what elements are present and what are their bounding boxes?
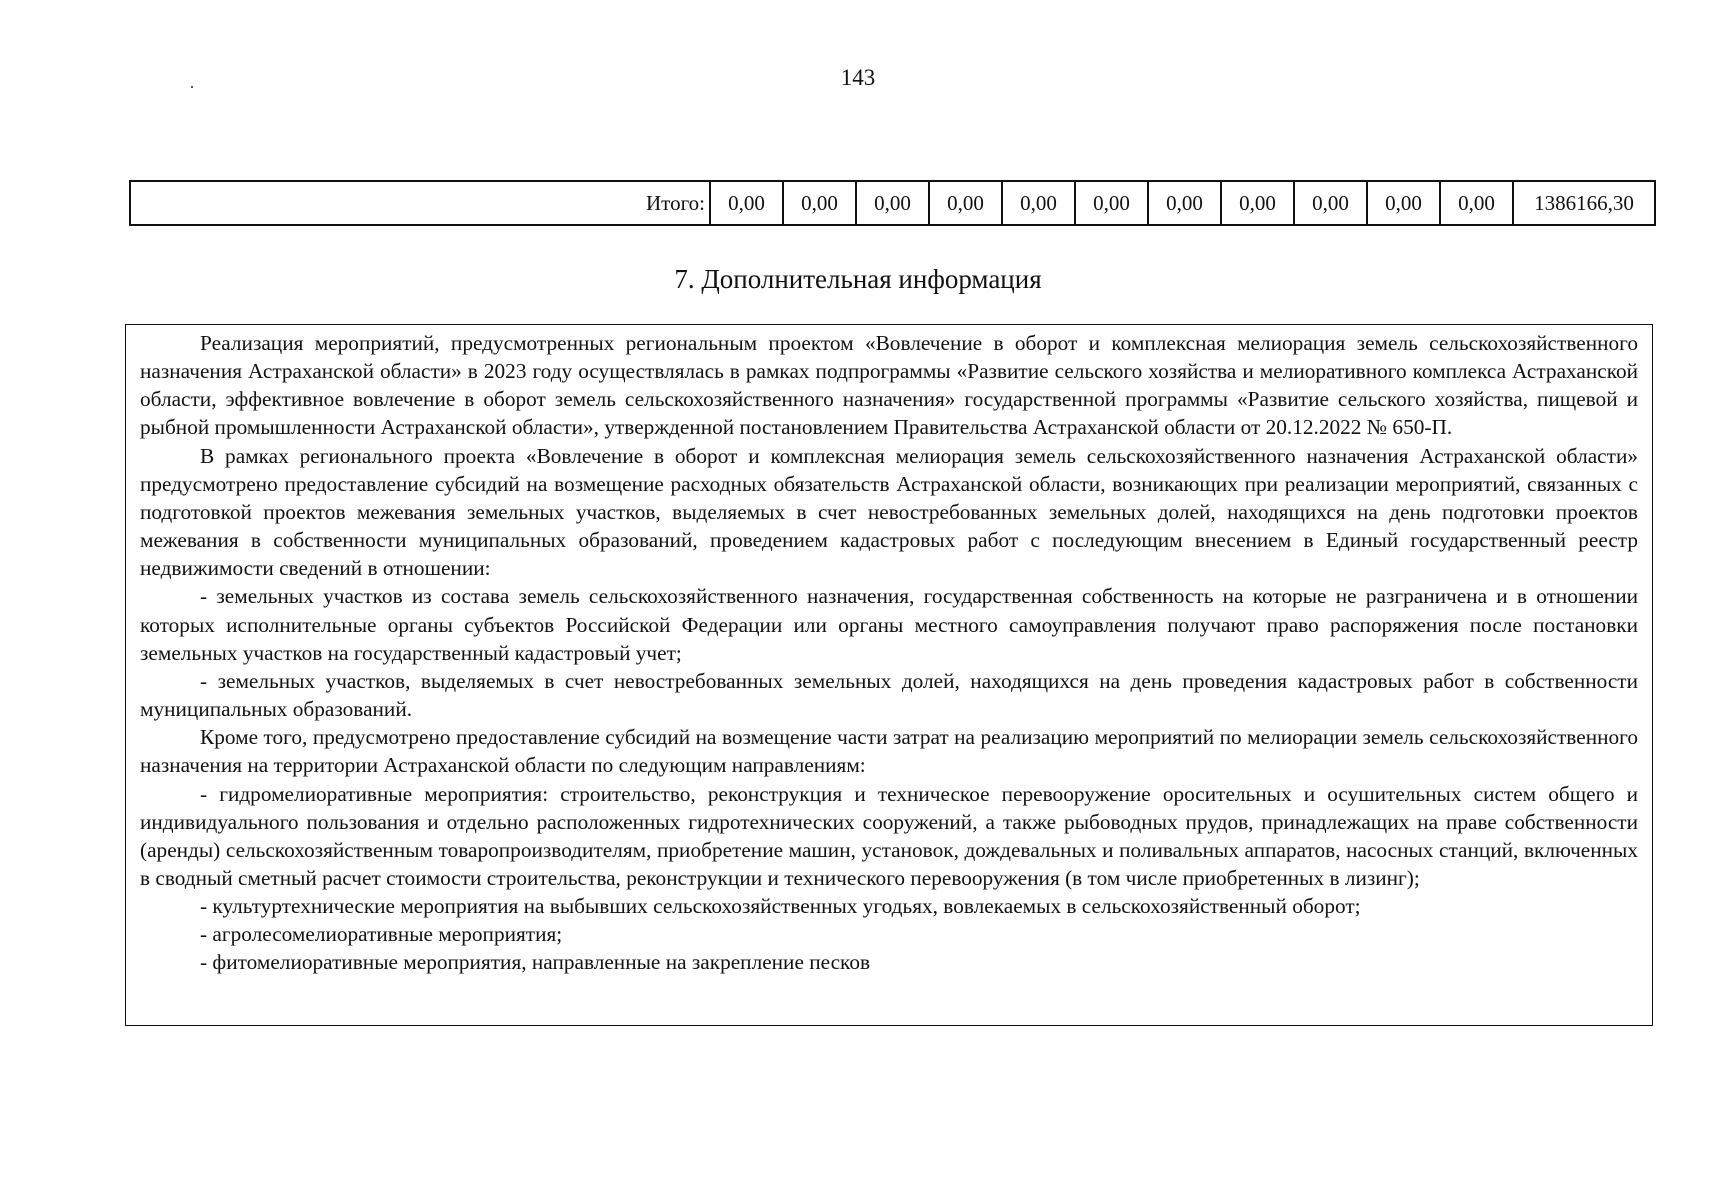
totals-cell: 0,00 xyxy=(856,181,929,225)
section-heading: 7. Дополнительная информация xyxy=(674,264,1042,294)
list-item: - земельных участков, выделяемых в счет невостребованных земельных долей, находящихся на день проведения кадастровых работ в собственности муниципальных образований. xyxy=(140,668,1638,722)
list-item: - фитомелиоративные мероприятия, направленные на закрепление песков xyxy=(200,950,871,975)
paragraph: В рамках регионального проекта «Вовлечение в оборот и комплексная мелиорация земель сельскохозяйственного назначения Астраханской области» предусмотрено предоставление субсидий на возмещение расходных обязательств Астраханской области, возникающих при реализации мероприятий, связанных с подготовкой проектов межевания земельных участков, выделяемых в счет невостребованных земельных долей, находящихся на день подготовки проектов межевания в собственности муниципальных образований, проведением кадастровых работ с последующим внесением в Единый государственный реестр недвижимости сведений в отношении: xyxy=(140,443,1638,581)
list-item: - гидромелиоративные мероприятия: строительство, реконструкция и техническое перевооружение оросительных и осушительных систем общего и индивидуального пользования и отдельно расположенных гидротехнических сооружений, а также рыбоводных прудов, принадлежащих на праве собственности (аренды) сельскохозяйственным товаропроизводителям, приобретение машин, установок, дождевальных и поливальных аппаратов, насосных станций, включенных в сводный сметный расчет стоимости строительства, реконструкции и технического перевооружения (в том числе приобретенных в лизинг); xyxy=(140,781,1638,890)
totals-cell: 0,00 xyxy=(1075,181,1148,225)
paragraph: Кроме того, предусмотрено предоставление субсидий на возмещение части затрат на реализацию мероприятий по мелиорации земель сельскохозяйственного назначения на территории Астраханской области по следующим направлениям: xyxy=(140,725,1638,778)
totals-cell: 0,00 xyxy=(1294,181,1367,225)
stray-mark: . xyxy=(190,75,194,92)
totals-cell: 0,00 xyxy=(1367,181,1440,225)
paragraph: Реализация мероприятий, предусмотренных региональным проектом «Вовлечение в оборот и комплексная мелиорация земель сельскохозяйственного назначения Астраханской области» в 2023 году осуществлялась в рамках подпрограммы «Развитие сельского хозяйства и мелиоративного комплекса Астраханской области, эффективное вовлечение в оборот земель сельскохозяйственного назначения» государственной программы «Развитие сельского хозяйства, пищевой и рыбной промышленности Астраханской области», утвержденной постановлением Правительства Астраханской области от 20.12.2022 № 650-П. xyxy=(140,331,1638,440)
totals-table xyxy=(129,180,1656,226)
totals-cell: 0,00 xyxy=(1148,181,1221,225)
totals-row xyxy=(130,181,1655,225)
totals-cell: 0,00 xyxy=(929,181,1002,225)
totals-cell: 0,00 xyxy=(783,181,856,225)
totals-grand-total: 1386166,30 xyxy=(1513,181,1655,225)
list-item: - культуртехнические мероприятия на выбывших сельскохозяйственных угодьях, вовлекаемых в сельскохозяйственный оборот; xyxy=(200,894,1361,919)
totals-cell: 0,00 xyxy=(1002,181,1075,225)
totals-cell: 0,00 xyxy=(1440,181,1513,225)
totals-label: Итого: xyxy=(130,181,710,225)
totals-cell: 0,00 xyxy=(710,181,783,225)
list-item: - агролесомелиоративные мероприятия; xyxy=(200,922,563,947)
totals-cell: 0,00 xyxy=(1221,181,1294,225)
list-item: - земельных участков из состава земель сельскохозяйственного назначения, государственная собственность на которые не разграничена и в отношении которых исполнительные органы субъектов Российской Федерации или органы местного самоуправления получают право распоряжения после постановки земельных участков на государственный кадастровый учет; xyxy=(140,584,1638,665)
additional-info-box xyxy=(125,324,1653,1026)
page-number: 143 xyxy=(840,65,876,90)
